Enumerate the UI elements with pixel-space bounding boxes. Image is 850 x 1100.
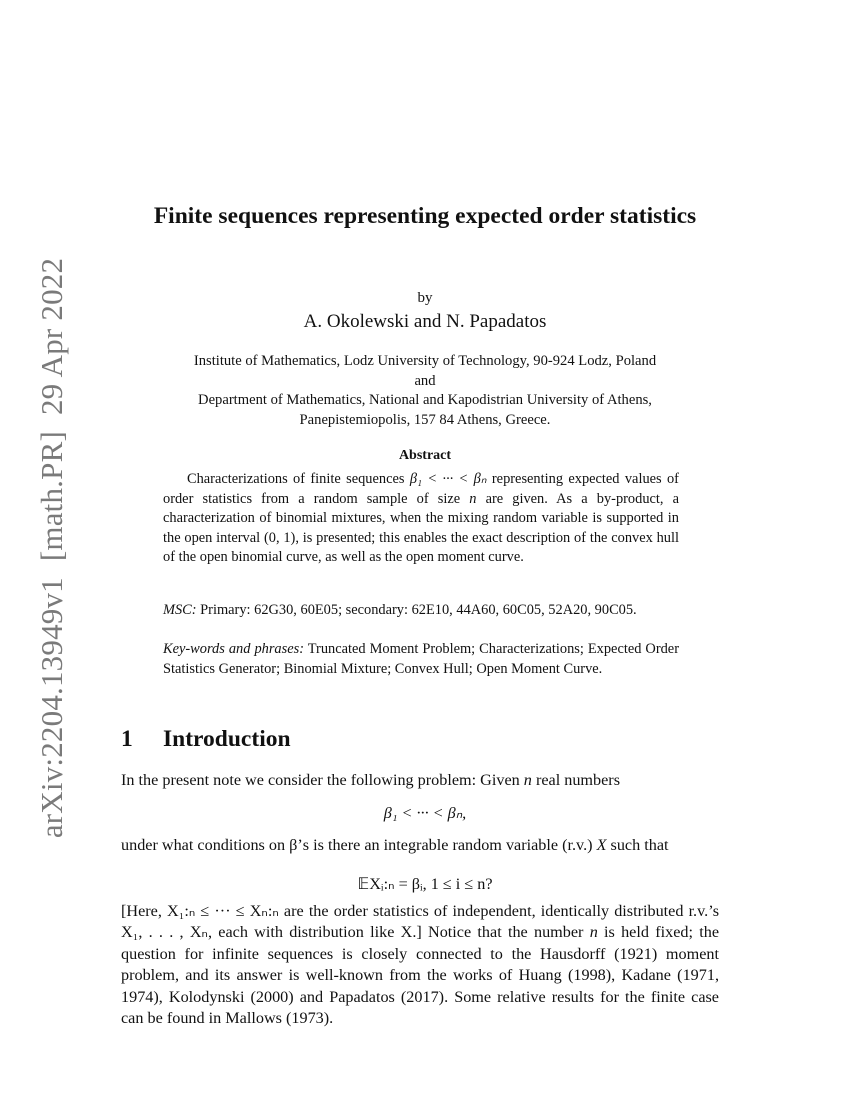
keywords: Key-words and phrases: Truncated Moment Problem; Characterizations; Expected Order Statistics Generator; Binomial Mixture; Convex Hull; Open Moment Curve. [163, 641, 679, 677]
affiliation-1: Institute of Mathematics, Lodz University of Technology, 90-924 Lodz, Poland [193, 353, 657, 369]
section-number: 1 [121, 726, 133, 752]
affiliation-2: Department of Mathematics, National and Kapodistrian University of Athens, [198, 392, 652, 408]
by-line: by [417, 290, 433, 306]
arxiv-category: [math.PR] [34, 431, 69, 562]
msc-classification: MSC: Primary: 62G30, 60E05; secondary: 62E10, 44A60, 60C05, 52A20, 90C05. [163, 602, 637, 618]
paragraph-1: In the present note we consider the following problem: Given n real numbers [121, 771, 620, 789]
abstract-text: Characterizations of finite sequences β₁ < ··· < βₙ representing expected values of order statistics from a random sample of size n are given. As a by-product, a characterization of binomial mixtures, when the mixing random variable is supported in the open interval (0, 1), is presented; this enables the exact description of the convex hull of the open binomial curve, as well as the open moment curve. [163, 471, 680, 566]
section-heading [121, 726, 291, 753]
equation-2: 𝔼Xᵢ:ₙ = βᵢ, 1 ≤ i ≤ n? [357, 875, 493, 893]
keywords-label: Key-words and phrases: [163, 641, 305, 657]
abstract-heading: Abstract [398, 448, 452, 463]
paragraph-3: [Here, X₁:ₙ ≤ ··· ≤ Xₙ:ₙ are the order statistics of independent, identically distributed r.v.’s X₁, . . . , Xₙ, each with distribution like X.] Notice that the number n is held fixed; the question for infinite sequences is closely connected to the Hausdorff (1921) moment problem, and its answer is well-known from the works of Huang (1998), Kadane (1971, 1974), Kolodynski (2000) and Papadatos (2017). Some relative results for the finite case can be found in Mallows (1973). [121, 902, 719, 1028]
affiliations [140, 352, 710, 430]
section-title: Introduction [163, 726, 291, 752]
paragraph-2: under what conditions on β’s is there an integrable random variable (r.v.) X such that [121, 836, 669, 854]
sequence-formula: β₁ < ··· < βₙ [409, 471, 487, 487]
equation-1: β₁ < ··· < βₙ, [383, 804, 467, 822]
paper-title: Finite sequences representing expected order statistics [153, 203, 697, 229]
msc-label: MSC: [163, 602, 197, 618]
affiliation-2-address: Panepistemiopolis, 157 84 Athens, Greece. [299, 411, 551, 428]
arxiv-id: arXiv:2204.13949v1 [34, 577, 69, 839]
affiliation-and: and [414, 372, 436, 389]
arxiv-date: 29 Apr 2022 [34, 257, 69, 416]
authors: A. Okolewski and N. Papadatos [303, 311, 547, 332]
